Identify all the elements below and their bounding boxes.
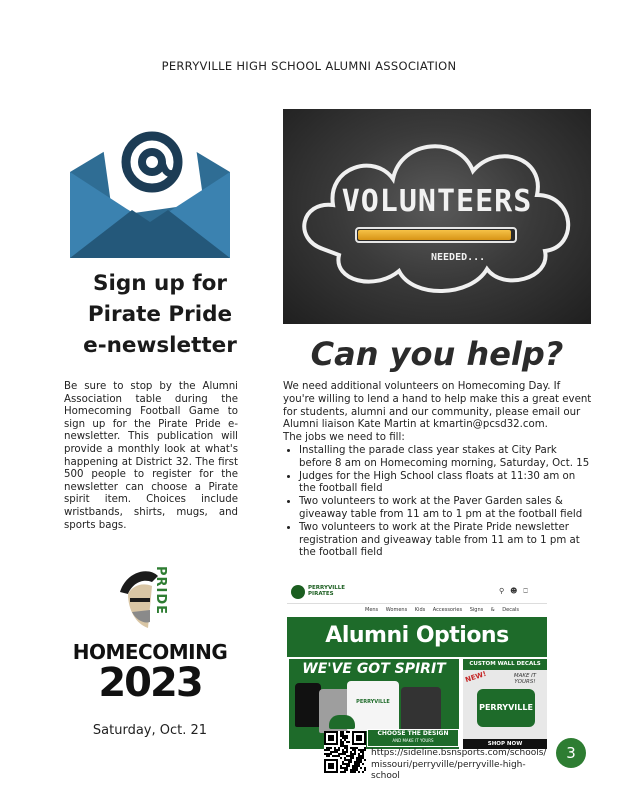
shirt-label: PERRYVILLE <box>356 699 390 705</box>
pride-logo-text: PRIDE <box>153 566 168 616</box>
jobs-list <box>283 445 592 560</box>
signup-line-3: e-newsletter <box>83 333 237 358</box>
store-url-line-2: missouri/perryville/perryville-high-school <box>371 759 526 781</box>
volunteers-needed-image <box>283 109 591 324</box>
account-icon: ☻ <box>510 587 524 595</box>
store-nav: Mens Womens Kids Accessories Signs & Decals <box>365 607 520 613</box>
list-item: • Judges for the High School class floats at 11:30 am on the football field <box>299 471 592 497</box>
store-url[interactable] <box>371 748 547 783</box>
store-brand <box>308 585 345 597</box>
volunteer-progress-fill <box>358 230 511 240</box>
choose-design-bar <box>367 729 459 747</box>
shirt-image <box>401 687 441 731</box>
page-number: 3 <box>556 738 586 768</box>
search-icon: ⚲ <box>499 587 511 595</box>
volunteers-title: VOLUNTEERS <box>341 184 533 219</box>
decals-new: NEW! <box>464 669 488 685</box>
signup-line-1: Sign up for <box>93 271 227 296</box>
pirates-logo-icon <box>291 585 305 599</box>
decals-title: CUSTOM WALL DECALS <box>463 659 547 670</box>
homecoming-year: 2023 <box>98 660 202 706</box>
store-brand-line-2: PIRATES <box>308 591 334 597</box>
cart-icon: ⎕ <box>523 587 534 595</box>
store-icons <box>499 587 534 596</box>
homecoming-title: HOMECOMING <box>72 640 228 664</box>
store-brand-line-1: PERRYVILLE <box>308 585 346 591</box>
newsletter-paragraph: Be sure to stop by the Alumni Association table during the Homecoming Football Game to sign up for the Pirate Pride e-newsletter. This publication will provide a monthly look at what's happening at District 32. The first 500 people to register for the newsletter can choose a Pirate spirit item. Choices include wristbands, shirts, mugs, and sports bags. <box>64 381 238 531</box>
homecoming-date: Saturday, Oct. 21 <box>92 723 208 738</box>
alumni-options-banner: Alumni Options <box>287 617 547 657</box>
volunteer-progress-bar <box>355 227 517 243</box>
store-url-line-1: https://sideline.bsnsports.com/schools/ <box>371 748 547 758</box>
decals-make: MAKE IT YOURS! <box>513 673 537 685</box>
signup-line-2: Pirate Pride <box>87 302 233 327</box>
design-line-2: AND MAKE IT YOURS <box>392 738 434 743</box>
list-item: • Two volunteers to work at the Pirate Pride newsletter registration and giveaway table from 11 am to 1 pm at the football field <box>299 522 592 560</box>
list-item: • Installing the parade class year stakes at City Park before 8 am on Homecoming morning, Saturday, Oct. 15 <box>299 445 592 471</box>
list-item: • Two volunteers to work at the Paver Garden sales & giveaway table from 11 am to 1 pm at the football field <box>299 496 592 522</box>
decals-badge: PERRYVILLE <box>477 689 535 727</box>
cap-image <box>329 715 355 729</box>
design-line-1: CHOOSE THE DESIGN <box>377 730 449 737</box>
needed-label: NEEDED... <box>431 252 486 263</box>
volunteer-info <box>283 381 592 560</box>
shop-now-button[interactable]: SHOP NOW <box>463 739 547 749</box>
signup-heading <box>60 268 260 361</box>
page-header: PERRYVILLE HIGH SCHOOL ALUMNI ASSOCIATION <box>161 59 457 73</box>
spirit-title: WE'VE GOT SPIRIT <box>302 661 446 677</box>
jobs-intro: The jobs we need to fill: <box>283 432 405 444</box>
can-you-help-heading: Can you help? <box>310 335 564 373</box>
volunteer-intro: We need additional volunteers on Homecoming Day. If you're willing to lend a hand to help make this a great event for students, alumni and our community, please email our Alumni liaison Kate Martin at kmartin@pcsd32.com. <box>283 381 592 431</box>
alumni-store-screenshot <box>287 581 547 751</box>
email-envelope-icon <box>62 112 238 268</box>
qr-code-icon <box>324 731 366 773</box>
decal-panel <box>463 659 547 749</box>
backpack-image <box>295 683 321 727</box>
